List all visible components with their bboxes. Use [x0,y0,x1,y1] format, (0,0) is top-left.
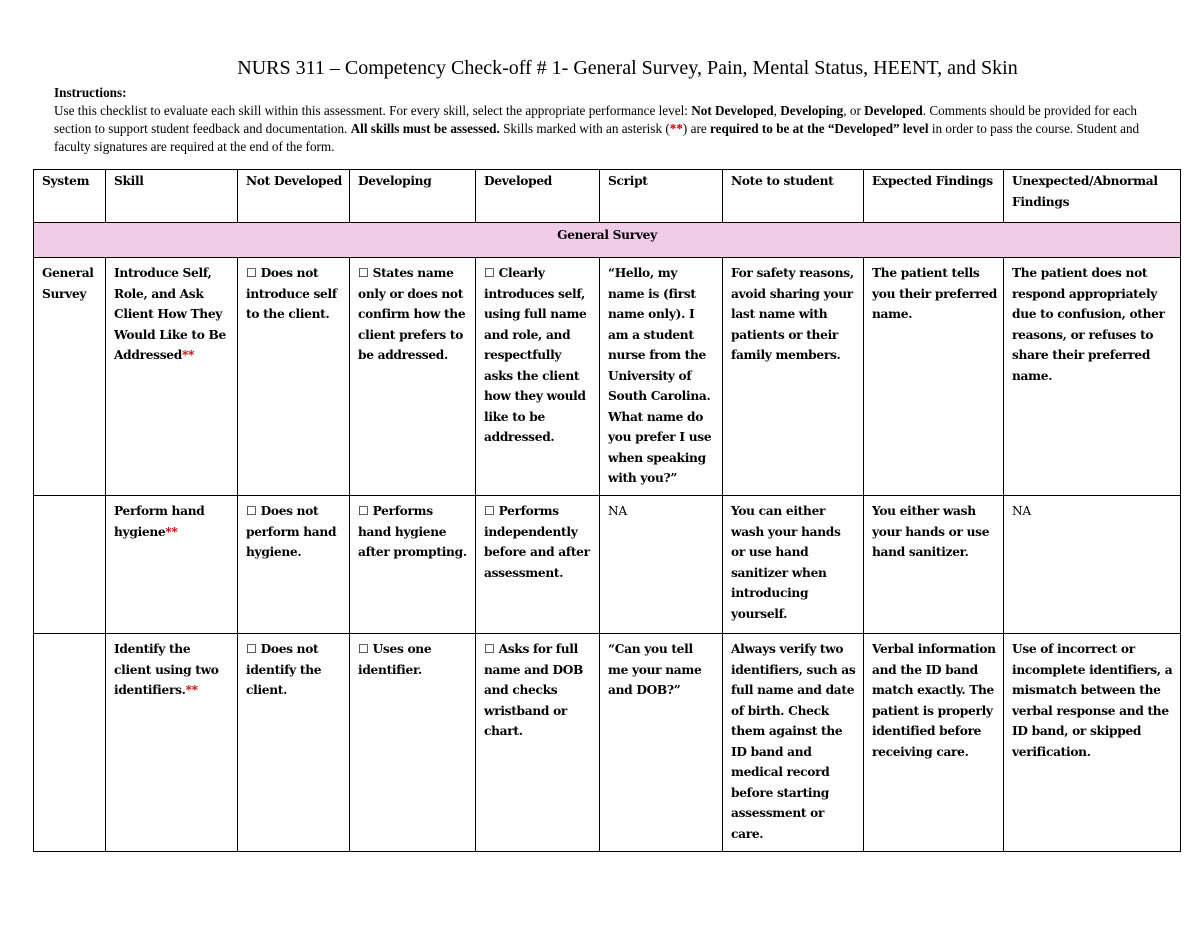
cell-developing[interactable]: ☐ Performs hand hygiene after prompting. [350,496,476,634]
table-row [34,634,1181,852]
checkbox[interactable]: ☐ [246,266,257,280]
header-developed: Developed [476,170,600,223]
cell-expected: The patient tells you their preferred name. [864,258,1004,496]
required-level-note: required to be at the “Developed” level [710,121,929,136]
cell-note: Always verify two identifiers, such as full name and date of birth. Check them against the ID band and medical record before starting assessment or care. [723,634,864,852]
checkbox[interactable]: ☐ [484,266,495,280]
cell-not-developed[interactable]: ☐ Does not introduce self to the client. [238,258,350,496]
cell-developed[interactable]: ☐ Performs independently before and after assessment. [476,496,600,634]
checkbox[interactable]: ☐ [358,504,369,518]
header-system: System [34,170,106,223]
cell-developing[interactable]: ☐ States name only or does not confirm how the client prefers to be addressed. [350,258,476,496]
checkbox[interactable]: ☐ [484,504,495,518]
cell-expected: You either wash your hands or use hand sanitizer. [864,496,1004,634]
header-script: Script [600,170,723,223]
cell-script: “Hello, my name is (first name only). I am a student nurse from the University of South Carolina. What name do you prefer I use when speaking with you?” [600,258,723,496]
header-skill: Skill [106,170,238,223]
competency-table [33,169,1181,852]
cell-skill: Perform hand hygiene** [106,496,238,634]
cell-script: “Can you tell me your name and DOB?” [600,634,723,852]
cell-not-developed[interactable]: ☐ Does not identify the client. [238,634,350,852]
cell-note: For safety reasons, avoid sharing your last name with patients or their family members. [723,258,864,496]
required-mark: ** [165,524,178,539]
checkbox[interactable]: ☐ [484,642,495,656]
header-note-to-student: Note to student [723,170,864,223]
cell-developed[interactable]: ☐ Clearly introduces self, using full name and role, and respectfully asks the client how they would like to be addressed. [476,258,600,496]
header-expected-findings: Expected Findings [864,170,1004,223]
required-mark: ** [181,348,195,362]
cell-script: NA [600,496,723,634]
cell-system: General Survey [34,258,106,496]
instructions [54,84,1144,156]
section-row [34,223,1181,258]
cell-developing[interactable]: ☐ Uses one identifier. [350,634,476,852]
checkbox[interactable]: ☐ [246,642,257,656]
cell-skill: Identify the client using two identifiers.** [106,634,238,852]
header-not-developed: Not Developed [238,170,350,223]
cell-unexpected: NA [1004,496,1181,634]
instructions-heading: Instructions: [54,85,127,100]
cell-expected: Verbal information and the ID band match exactly. The patient is properly identified before receiving care. [864,634,1004,852]
instructions-text: , [773,103,781,118]
instructions-text: Skills marked with an asterisk ( [499,121,670,136]
instructions-text: in order to pass the course. Student and faculty signatures are required at the end of the form. [54,121,1140,154]
checkbox[interactable]: ☐ [358,642,369,656]
all-skills-note: All skills must be assessed. [350,121,500,136]
table-row [34,258,1181,496]
level-developing: Developing [780,103,844,118]
checkbox[interactable]: ☐ [246,504,257,518]
instructions-text: ) are [682,121,711,136]
checkbox[interactable]: ☐ [358,266,369,280]
section-title: General Survey [34,223,1181,258]
level-not-developed: Not Developed [691,103,774,118]
cell-skill: Introduce Self, Role, and Ask Client How They Would Like to Be Addressed** [106,258,238,496]
table-header-row [34,170,1181,223]
header-developing: Developing [350,170,476,223]
required-mark: ** [185,683,198,697]
table-row [34,496,1181,634]
instructions-text: Use this checklist to evaluate each skill within this assessment. For every skill, select the appropriate performance level: [54,103,692,118]
asterisk-mark: ** [669,121,683,136]
cell-note: You can either wash your hands or use hand sanitizer when introducing yourself. [723,496,864,634]
cell-developed[interactable]: ☐ Asks for full name and DOB and checks wristband or chart. [476,634,600,852]
level-developed: Developed [864,103,923,118]
cell-system [34,496,106,634]
instructions-text: , or [843,103,865,118]
document-title: NURS 311 – Competency Check-off # 1- General Survey, Pain, Mental Status, HEENT, and Skin [237,57,1018,79]
instructions-text: . Comments should be provided for each section to support student feedback and documentation. [54,103,1138,136]
cell-unexpected: Use of incorrect or incomplete identifiers, a mismatch between the verbal response and the ID band, or skipped verification. [1004,634,1181,852]
cell-not-developed[interactable]: ☐ Does not perform hand hygiene. [238,496,350,634]
header-unexpected-findings: Unexpected/Abnormal Findings [1004,170,1181,223]
cell-system [34,634,106,852]
cell-unexpected: The patient does not respond appropriately due to confusion, other reasons, or refuses to share their preferred name. [1004,258,1181,496]
